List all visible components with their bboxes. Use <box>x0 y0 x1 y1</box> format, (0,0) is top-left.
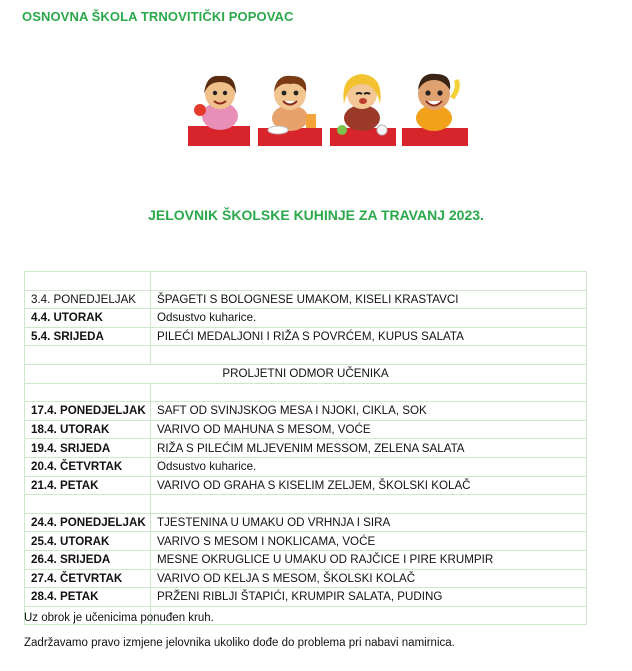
meal-cell <box>151 495 587 514</box>
bread-note: Uz obrok je učenicima ponuđen kruh. <box>24 612 214 624</box>
menu-table <box>24 271 587 625</box>
day-cell: 25.4. UTORAK <box>25 532 151 551</box>
day-cell: 21.4. PETAK <box>25 476 151 495</box>
meal-cell: MESNE OKRUGLICE U UMAKU OD RAJČICE I PIRE KRUMPIR <box>151 550 587 569</box>
meal-cell <box>151 272 587 291</box>
day-cell: 27.4. ČETVRTAK <box>25 569 151 588</box>
day-cell: 20.4. ČETVRTAK <box>25 457 151 476</box>
table-row <box>25 309 587 328</box>
day-cell: 4.4. UTORAK <box>25 309 151 328</box>
table-row <box>25 290 587 309</box>
meal-cell: RIŽA S PILEĆIM MLJEVENIM MESSOM, ZELENA SALATA <box>151 439 587 458</box>
child-girl-blonde-icon <box>330 74 396 146</box>
meal-cell: Odsustvo kuharice. <box>151 309 587 328</box>
meal-cell: VARIVO OD MAHUNA S MESOM, VOĆE <box>151 420 587 439</box>
meal-cell: VARIVO OD GRAHA S KISELIM ZELJEM, ŠKOLSKI KOLAČ <box>151 476 587 495</box>
table-row <box>25 457 587 476</box>
table-row <box>25 550 587 569</box>
table-row <box>25 383 587 402</box>
meal-cell: PRŽENI RIBLJI ŠTAPIĆI, KRUMPIR SALATA, PUDING <box>151 588 587 607</box>
day-cell <box>25 495 151 514</box>
table-row <box>25 439 587 458</box>
day-cell: 26.4. SRIJEDA <box>25 550 151 569</box>
day-cell <box>25 383 151 402</box>
table-row <box>25 495 587 514</box>
day-cell: 18.4. UTORAK <box>25 420 151 439</box>
meal-cell <box>151 606 587 625</box>
table-row <box>25 513 587 532</box>
day-cell <box>25 346 151 365</box>
school-name: OSNOVNA ŠKOLA TRNOVITIČKI POPOVAC <box>22 9 294 24</box>
meal-cell <box>151 346 587 365</box>
disclaimer-note: Zadržavamo pravo izmjene jelovnika ukoliko dođe do problema pri nabavi namirnica. <box>24 637 455 649</box>
day-cell: 5.4. SRIJEDA <box>25 327 151 346</box>
day-cell: 17.4. PONEDJELJAK <box>25 402 151 421</box>
child-boy-banana-icon <box>402 74 468 146</box>
table-row <box>25 569 587 588</box>
table-row <box>25 346 587 365</box>
meal-cell: Odsustvo kuharice. <box>151 457 587 476</box>
table-row <box>25 272 587 291</box>
children-eating-illustration <box>180 68 472 152</box>
child-girl-icon <box>188 76 250 146</box>
meal-cell: ŠPAGETI S BOLOGNESE UMAKOM, KISELI KRASTAVCI <box>151 290 587 309</box>
table-row <box>25 420 587 439</box>
table-row <box>25 532 587 551</box>
day-cell: 28.4. PETAK <box>25 588 151 607</box>
meal-cell: TJESTENINA U UMAKU OD VRHNJA I SIRA <box>151 513 587 532</box>
table-row <box>25 476 587 495</box>
day-cell: 3.4. PONEDJELJAK <box>25 290 151 309</box>
day-cell: 24.4. PONEDJELJAK <box>25 513 151 532</box>
meal-cell: PILEĆI MEDALJONI I RIŽA S POVRĆEM, KUPUS SALATA <box>151 327 587 346</box>
table-row <box>25 327 587 346</box>
table-row <box>25 588 587 607</box>
day-cell <box>25 272 151 291</box>
table-row <box>25 364 587 383</box>
menu-title: JELOVNIK ŠKOLSKE KUHINJE ZA TRAVANJ 2023. <box>148 207 484 223</box>
table-row <box>25 402 587 421</box>
meal-cell: VARIVO OD KELJA S MESOM, ŠKOLSKI KOLAČ <box>151 569 587 588</box>
meal-cell: SAFT OD SVINJSKOG MESA I NJOKI, CIKLA, SOK <box>151 402 587 421</box>
holiday-cell: PROLJETNI ODMOR UČENIKA <box>25 364 587 383</box>
child-boy-icon <box>258 76 322 146</box>
meal-cell: VARIVO S MESOM I NOKLICAMA, VOĆE <box>151 532 587 551</box>
day-cell: 19.4. SRIJEDA <box>25 439 151 458</box>
meal-cell <box>151 383 587 402</box>
